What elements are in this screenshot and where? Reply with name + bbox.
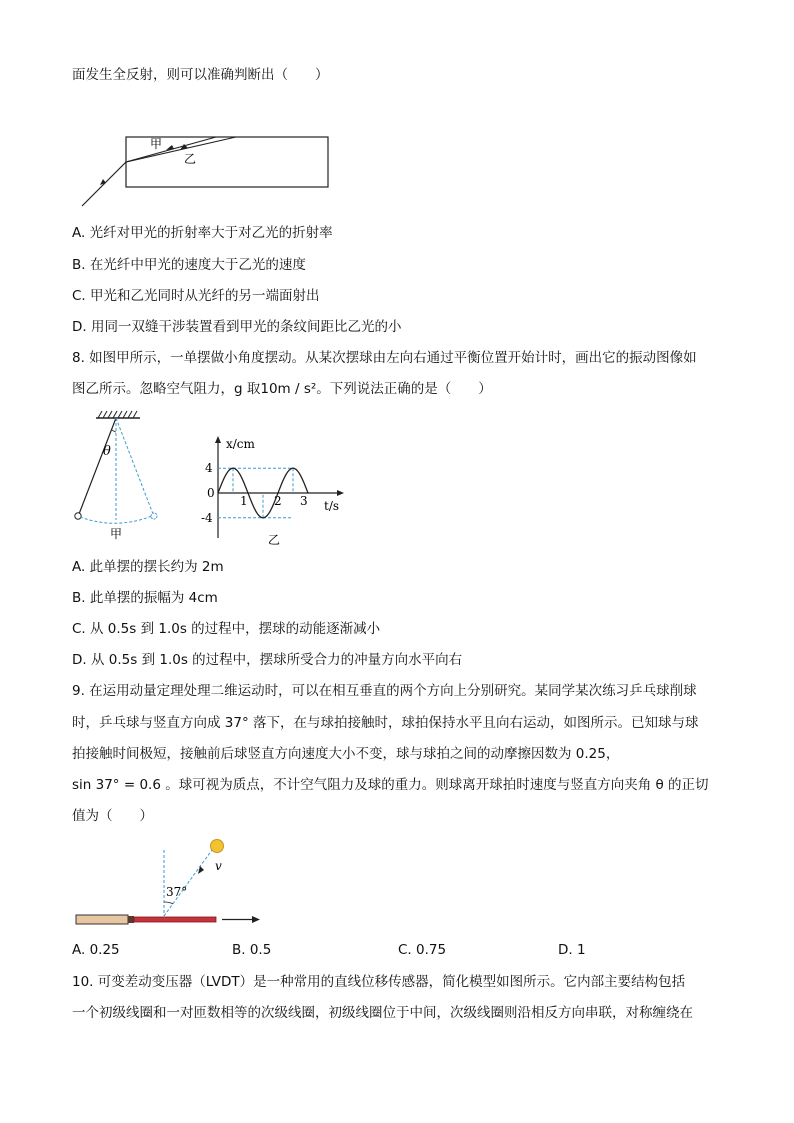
incoming-path bbox=[164, 850, 212, 916]
graph-caption: 乙 bbox=[268, 533, 281, 546]
pendulum-caption: 甲 bbox=[110, 527, 123, 541]
q9-stem-line3: 拍接触时间极短，接触前后球竖直方向速度大小不变，球与球拍之间的动摩擦因数为 0.25， bbox=[72, 746, 620, 762]
ball bbox=[211, 840, 224, 853]
theta-label: θ bbox=[103, 444, 111, 459]
angle-arc bbox=[164, 902, 173, 904]
y-tick-4: 4 bbox=[205, 461, 213, 475]
pendulum-figure bbox=[70, 408, 170, 544]
ray-jia bbox=[126, 137, 216, 162]
incident-arrow bbox=[100, 179, 106, 185]
ping-pong-figure bbox=[72, 834, 272, 930]
ceiling-hatch bbox=[98, 411, 137, 418]
q7-option-b: B. 在光纤中甲光的速度大于乙光的速度 bbox=[72, 257, 306, 273]
oscillation-graph bbox=[196, 432, 356, 546]
q7-option-c: C. 甲光和乙光同时从光纤的另一端面射出 bbox=[72, 288, 320, 304]
paddle-joint bbox=[128, 916, 134, 923]
q9-option-b: B. 0.5 bbox=[232, 942, 272, 958]
q9-stem-line4: sin 37° = 0.6 。球可视为质点，不计空气阻力及球的重力。则球离开球拍时速度与竖直方向夹角 θ 的正切 bbox=[72, 777, 709, 793]
x-tick-1: 1 bbox=[240, 494, 248, 508]
q9-option-d: D. 1 bbox=[558, 942, 586, 958]
label-jia: 甲 bbox=[150, 137, 163, 151]
pendulum-string bbox=[79, 418, 116, 514]
paddle-blade bbox=[134, 917, 216, 922]
x-axis-arrow bbox=[337, 490, 344, 496]
q7-option-a: A. 光纤对甲光的折射率大于对乙光的折射率 bbox=[72, 225, 333, 241]
x-tick-3: 3 bbox=[300, 494, 308, 508]
q8-option-b: B. 此单摆的振幅为 4cm bbox=[72, 590, 218, 606]
x-axis-label: t/s bbox=[324, 499, 340, 513]
velocity-arrow bbox=[198, 866, 204, 874]
y-tick-0: 0 bbox=[207, 486, 215, 500]
y-axis-arrow bbox=[215, 436, 221, 443]
q10-stem-line1: 10. 可变差动变压器（LVDT）是一种常用的直线位移传感器，简化模型如图所示。它内部主要结构包括 bbox=[72, 974, 686, 990]
y-axis-label: x/cm bbox=[226, 437, 255, 451]
q9-stem-line5: 值为（ ） bbox=[72, 808, 153, 824]
q9-stem-line1: 9. 在运用动量定理处理二维运动时，可以在相互垂直的两个方向上分别研究。某同学某次练习乒乓球削球 bbox=[72, 683, 697, 699]
motion-arrow-head bbox=[252, 916, 260, 923]
x-tick-2: 2 bbox=[274, 494, 282, 508]
incident-ray bbox=[82, 162, 126, 206]
q8-stem-line1: 8. 如图甲所示，一单摆做小角度摆动。从某次摆球由左向右通过平衡位置开始计时，画出它的振动图像如 bbox=[72, 350, 697, 366]
q8-option-c: C. 从 0.5s 到 1.0s 的过程中，摆球的动能逐渐减小 bbox=[72, 621, 381, 637]
q8-option-d: D. 从 0.5s 到 1.0s 的过程中，摆球所受合力的冲量方向水平向右 bbox=[72, 652, 463, 668]
q7-option-d: D. 用同一双缝干涉装置看到甲光的条纹间距比乙光的小 bbox=[72, 319, 402, 335]
q9-stem-line2: 时，乒乓球与竖直方向成 37° 落下，在与球拍接触时，球拍保持水平且向右运动，如图所示。已知球与球 bbox=[72, 715, 699, 731]
q8-stem-line2: 图乙所示。忽略空气阻力，g 取10m / s²。下列说法正确的是（ ） bbox=[72, 381, 492, 397]
pendulum-bob bbox=[75, 513, 81, 519]
optical-fiber-figure bbox=[76, 128, 336, 213]
q9-option-a: A. 0.25 bbox=[72, 942, 120, 958]
bob-right bbox=[151, 513, 157, 519]
q9-option-c: C. 0.75 bbox=[398, 942, 447, 958]
label-yi: 乙 bbox=[184, 152, 197, 166]
q8-option-a: A. 此单摆的摆长约为 2m bbox=[72, 559, 224, 575]
question-7-stem-tail: 面发生全反射，则可以准确判断出（ ） bbox=[72, 67, 329, 83]
right-dashed bbox=[116, 418, 153, 514]
velocity-label: v bbox=[215, 859, 222, 873]
q10-stem-line2: 一个初级线圈和一对匝数相等的次级线圈，初级线圈位于中间，次级线圈则沿相反方向串联，对称缠绕在 bbox=[72, 1005, 693, 1021]
angle-arc bbox=[112, 430, 116, 432]
y-tick-neg4: -4 bbox=[201, 511, 213, 525]
angle-label: 37° bbox=[166, 885, 188, 899]
paddle-handle bbox=[76, 915, 128, 924]
